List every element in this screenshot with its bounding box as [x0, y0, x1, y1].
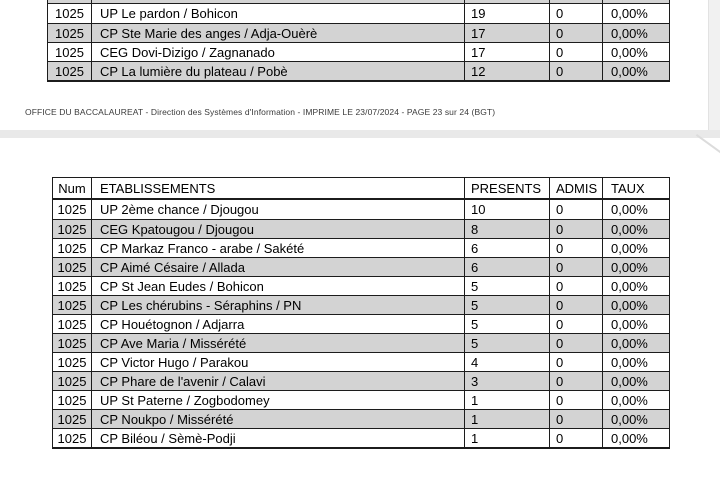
cell-name: CP Ave Maria / Missérété: [91, 334, 464, 352]
cell-taux: 0,00%: [602, 258, 669, 276]
cell-admis: 0: [549, 43, 602, 61]
cell-name: UP St Paterne / Zogbodomey: [91, 391, 464, 409]
cell-presents: 17: [464, 24, 549, 42]
cell-admis: 0: [549, 315, 602, 333]
page-footer: OFFICE DU BACCALAUREAT - Direction des Systèmes d'Information - IMPRIME LE 23/07/2024 - PAGE 23 sur 24 (BGT): [25, 107, 496, 117]
table-row: [53, 257, 669, 276]
cell-presents: 8: [464, 220, 549, 238]
cell-num: 1025: [57, 260, 87, 275]
cell-admis: 0: [549, 334, 602, 352]
cell-admis: 0: [549, 200, 602, 219]
cell-num: 1025: [55, 45, 84, 60]
cell-taux: 0,00%: [602, 296, 669, 314]
table-row: [53, 295, 669, 314]
cell-admis: 0: [549, 220, 602, 238]
cell-admis: 0: [549, 277, 602, 295]
cell-name: CP La lumière du plateau / Pobè: [91, 62, 464, 80]
cell-name: UP 2ème chance / Djougou: [91, 200, 464, 219]
cell-presents: 6: [464, 258, 549, 276]
cell-presents: 5: [464, 296, 549, 314]
cell-num: 1025: [57, 393, 87, 408]
cell-presents: 17: [464, 43, 549, 61]
cell-taux: 0,00%: [602, 429, 669, 447]
cell-presents: 1: [464, 410, 549, 428]
cell-num: 1025: [57, 317, 87, 332]
cell-name: CP Ste Marie des anges / Adja-Ouèrè: [91, 24, 464, 42]
cell-presents: 1: [464, 391, 549, 409]
table-row: [53, 200, 669, 219]
cell-presents: 1: [464, 429, 549, 447]
cell-presents: 3: [464, 372, 549, 390]
table-body: [53, 200, 669, 447]
header-presents: PRESENTS: [464, 178, 549, 198]
cell-name: UP Le pardon / Bohicon: [91, 4, 464, 23]
table-row: [48, 23, 669, 42]
cell-taux: 0,00%: [602, 220, 669, 238]
cell-num: 1025: [57, 222, 87, 237]
cell-presents: 5: [464, 277, 549, 295]
header-admis: ADMIS: [549, 178, 602, 198]
results-table-page-23: [47, 0, 670, 82]
header-taux: TAUX: [602, 178, 669, 198]
cell-taux: 0,00%: [602, 62, 669, 80]
cell-name: [91, 0, 464, 3]
cell-taux: 0,00%: [602, 277, 669, 295]
cell-name: CP St Jean Eudes / Bohicon: [91, 277, 464, 295]
cell-name: CP Victor Hugo / Parakou: [91, 353, 464, 371]
cell-name: CP Houétognon / Adjarra: [91, 315, 464, 333]
cutoff-row: [48, 0, 669, 3]
header-etablissements: ETABLISSEMENTS: [91, 178, 464, 198]
cell-num: 1025: [55, 6, 84, 21]
cell-taux: 0,00%: [602, 372, 669, 390]
page-break-band: [0, 130, 720, 138]
table-body: [48, 3, 669, 80]
cell-presents: 12: [464, 62, 549, 80]
cell-taux: 0,00%: [602, 353, 669, 371]
cell-num: 1025: [57, 412, 87, 427]
cell-num: [48, 0, 91, 3]
cell-taux: 0,00%: [602, 410, 669, 428]
cell-num: 1025: [55, 26, 84, 41]
results-table-page-24: [52, 177, 670, 449]
cell-taux: 0,00%: [602, 315, 669, 333]
table-row: [53, 390, 669, 409]
cell-admis: 0: [549, 391, 602, 409]
cell-admis: 0: [549, 62, 602, 80]
table-row: [53, 238, 669, 257]
cell-taux: 0,00%: [602, 200, 669, 219]
cell-admis: 0: [549, 4, 602, 23]
cell-num: 1025: [57, 374, 87, 389]
cell-taux: 0,00%: [602, 4, 669, 23]
cell-num: 1025: [57, 279, 87, 294]
table-row: [53, 314, 669, 333]
cell-num: 1025: [57, 431, 87, 446]
table-row: [53, 428, 669, 447]
cell-name: CEG Dovi-Dizigo / Zagnanado: [91, 43, 464, 61]
cell-presents: 19: [464, 4, 549, 23]
cell-name: CP Markaz Franco - arabe / Sakété: [91, 239, 464, 257]
table-header-row: [53, 178, 669, 200]
cell-taux: 0,00%: [602, 334, 669, 352]
cell-admis: 0: [549, 296, 602, 314]
cell-admis: 0: [549, 410, 602, 428]
table-row: [53, 409, 669, 428]
cell-name: CP Les chérubins - Séraphins / PN: [91, 296, 464, 314]
cell-presents: 5: [464, 334, 549, 352]
cell-presents: 6: [464, 239, 549, 257]
table-row: [48, 42, 669, 61]
cell-admis: [549, 0, 602, 3]
cell-admis: 0: [549, 429, 602, 447]
cell-num: 1025: [57, 241, 87, 256]
cell-admis: 0: [549, 258, 602, 276]
cell-presents: [464, 0, 549, 3]
cell-num: 1025: [57, 336, 87, 351]
cell-taux: 0,00%: [602, 239, 669, 257]
table-row: [48, 61, 669, 80]
table-row: [53, 219, 669, 238]
header-num: Num: [58, 181, 86, 196]
cell-admis: 0: [549, 239, 602, 257]
cell-name: CP Aimé Césaire / Allada: [91, 258, 464, 276]
cell-admis: 0: [549, 372, 602, 390]
cell-name: CP Noukpo / Missérété: [91, 410, 464, 428]
table-row: [48, 4, 669, 23]
cell-presents: 4: [464, 353, 549, 371]
cell-presents: 5: [464, 315, 549, 333]
cell-taux: 0,00%: [602, 24, 669, 42]
table-row: [53, 352, 669, 371]
cell-taux: [602, 0, 669, 3]
cell-name: CEG Kpatougou / Djougou: [91, 220, 464, 238]
cell-presents: 10: [464, 200, 549, 219]
table-row: [53, 333, 669, 352]
cell-num: 1025: [57, 355, 87, 370]
cell-num: 1025: [55, 64, 84, 79]
cell-num: 1025: [57, 298, 87, 313]
page-edge-strip: [708, 0, 720, 133]
cell-admis: 0: [549, 353, 602, 371]
cell-name: CP Phare de l'avenir / Calavi: [91, 372, 464, 390]
cell-num: 1025: [57, 202, 87, 217]
cell-taux: 0,00%: [602, 391, 669, 409]
cell-taux: 0,00%: [602, 43, 669, 61]
table-row: [53, 276, 669, 295]
cell-admis: 0: [549, 24, 602, 42]
table-row: [53, 371, 669, 390]
cell-name: CP Biléou / Sèmè-Podji: [91, 429, 464, 447]
